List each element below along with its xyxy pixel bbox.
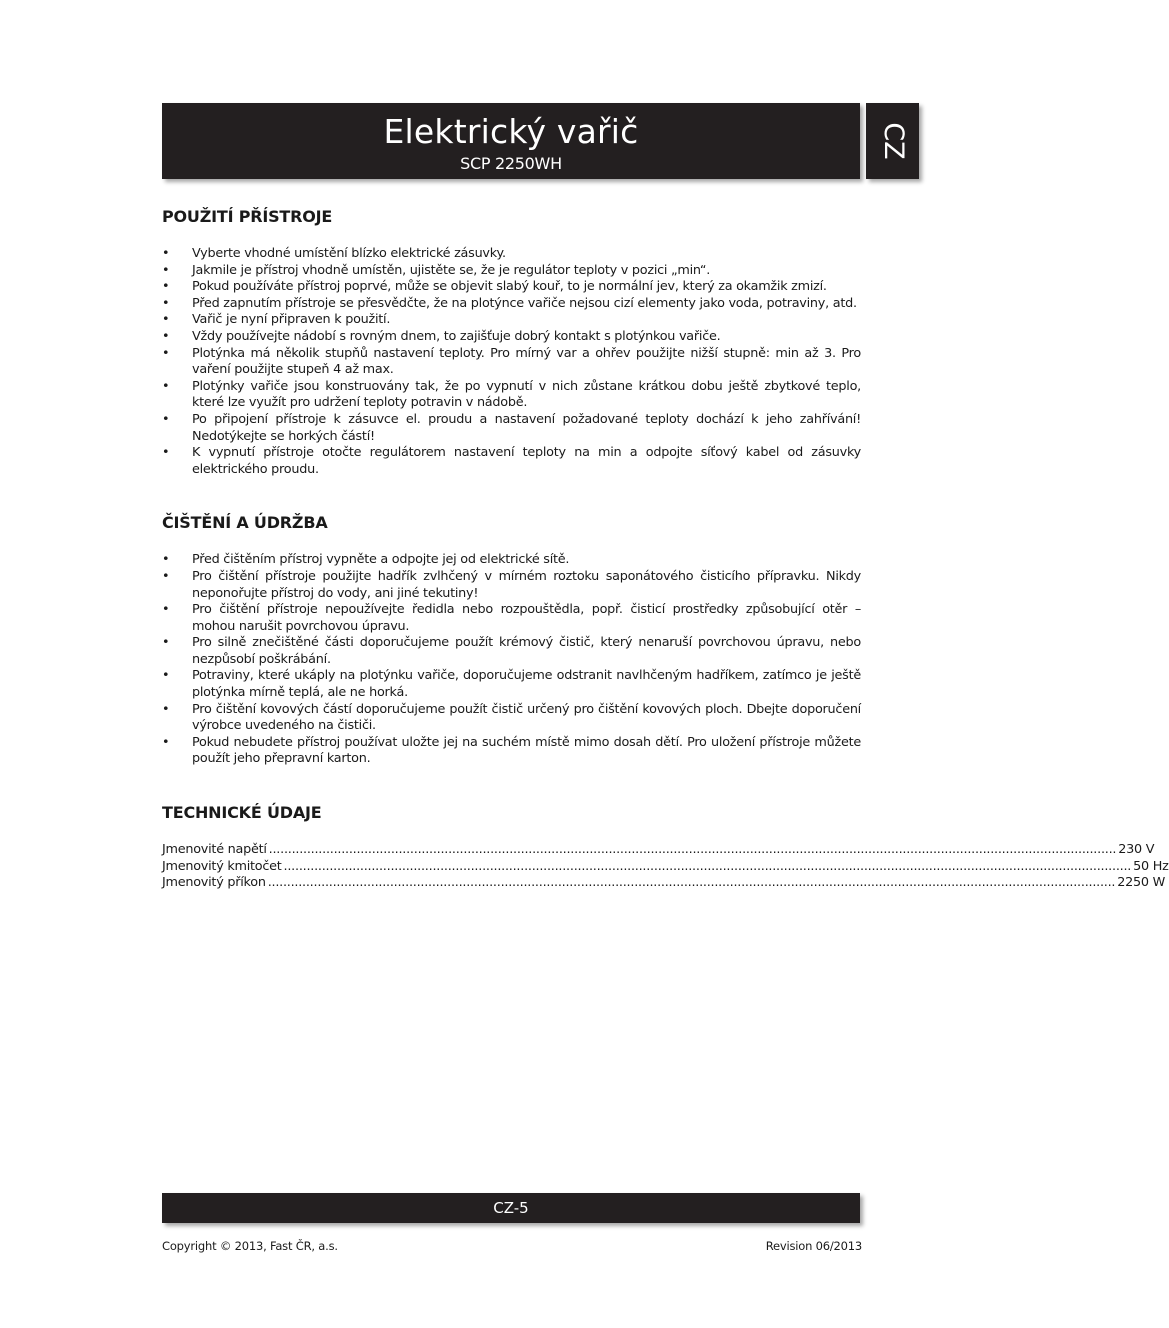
bullet-icon: • <box>162 668 170 684</box>
page-number-bar <box>162 1193 860 1223</box>
list-item <box>162 312 861 329</box>
bullet-icon: • <box>162 445 170 461</box>
list-item-text: Pokud nebudete přístroj používat uložte jej na suchém místě mimo dosah dětí. Pro uložení přístroje můžete použít jeho přepravní karton. <box>192 734 861 767</box>
cleaning-list <box>162 552 861 768</box>
list-item <box>162 635 861 668</box>
list-item-text: Vyberte vhodné umístění blízko elektrické zásuvky. <box>192 246 506 261</box>
list-item <box>162 602 861 635</box>
page-title: Elektrický vařič <box>383 112 639 151</box>
spec-row-power <box>162 875 1166 892</box>
main-content <box>162 206 1169 926</box>
bullet-icon: • <box>162 312 170 328</box>
list-item-text: K vypnutí přístroje otočte regulátorem nastavení teploty na min a odpojte síťový kabel od zásuvky elektrického proudu. <box>192 445 861 477</box>
spec-label: Jmenovitý příkon <box>162 875 266 891</box>
copyright-text: Copyright © 2013, Fast ČR, a.s. <box>162 1239 338 1253</box>
bullet-icon: • <box>162 246 170 261</box>
list-item-text: Plotýnka má několik stupňů nastavení teploty. Pro mírný var a ohřev použijte nižší stupně: min až 3. Pro vaření použijte stupeň 4 až max. <box>192 345 861 378</box>
list-item-text: Před zapnutím přístroje se přesvědčte, že na plotýnce vařiče nejsou cizí elementy jako voda, potraviny, atd. <box>192 295 857 311</box>
list-item <box>162 569 861 602</box>
model-number: SCP 2250WH <box>460 154 562 173</box>
bullet-icon: • <box>162 635 170 651</box>
spec-label: Jmenovité napětí <box>162 842 267 858</box>
cleaning-section <box>162 512 861 768</box>
bullet-icon: • <box>162 279 170 295</box>
usage-section-title: POUŽITÍ PŘÍSTROJE <box>162 207 333 226</box>
list-item <box>162 329 861 346</box>
list-item <box>162 246 861 263</box>
list-item-text: Vždy používejte nádobí s rovným dnem, to zajišťuje dobrý kontakt s plotýnkou vařiče. <box>192 328 721 344</box>
technical-section-title: TECHNICKÉ ÚDAJE <box>162 803 322 823</box>
bullet-icon: • <box>162 345 170 361</box>
list-item <box>162 552 861 569</box>
list-item <box>162 279 861 296</box>
list-item-text: Pro čištění přístroje nepoužívejte ředidla nebo rozpouštědla, popř. čisticí prostředky způsobující otěr – mohou narušit povrchovou úpravu. <box>192 602 861 634</box>
list-item-text: Po připojení přístroje k zásuvce el. proudu a nastavení požadované teploty dochází k jeho zahřívání! Nedotýkejte se horkých částí! <box>192 411 861 444</box>
list-item-text: Pro čištění přístroje použijte hadřík zvlhčený v mírném roztoku saponátového čisticího přípravku. Nikdy neponořujte přístroj do vody, ani jiné tekutiny! <box>192 568 861 601</box>
list-item <box>162 668 861 701</box>
list-item <box>162 346 861 379</box>
header-banner <box>162 103 860 179</box>
list-item-text: Vařič je nyní připraven k použití. <box>192 312 391 328</box>
page-number: CZ-5 <box>493 1199 529 1217</box>
bullet-icon: • <box>162 602 170 618</box>
bullet-icon: • <box>162 552 170 568</box>
spec-value: 230 V <box>1118 842 1155 858</box>
language-code: CZ <box>877 122 909 160</box>
language-tab <box>866 103 919 179</box>
list-item-text: Před čištěním přístroj vypněte a odpojte jej od elektrické sítě. <box>192 552 570 568</box>
bullet-icon: • <box>162 262 170 278</box>
spec-value: 2250 W <box>1117 875 1166 891</box>
list-item <box>162 702 861 735</box>
list-item-text: Pro čištění kovových částí doporučujeme použít čistič určený pro čištění kovových ploch. Dbejte doporučení výrobce uvedeného na čističi. <box>192 701 861 734</box>
list-item <box>162 296 861 313</box>
revision-text: Revision 06/2013 <box>765 1239 862 1253</box>
dot-leader: .............................................................................................................................................................................................................................. <box>283 858 1132 874</box>
list-item-text: Potraviny, které ukáply na plotýnku vařiče, doporučujeme odstranit navlhčeným hadříkem, zatímco je ještě plotýnka mírně teplá, ale ne horká. <box>192 668 861 701</box>
spec-value: 50 Hz <box>1133 858 1169 874</box>
usage-section <box>162 206 861 478</box>
list-item <box>162 735 861 768</box>
dot-leader: .............................................................................................................................................................................................................................. <box>267 875 1116 891</box>
bullet-icon: • <box>162 328 170 344</box>
bullet-icon: • <box>162 411 170 427</box>
technical-section <box>162 802 1169 892</box>
list-item-text: Pokud používáte přístroj poprvé, může se objevit slabý kouř, to je normální jev, který za okamžik zmizí. <box>192 279 827 295</box>
spec-row-frequency <box>162 858 1169 876</box>
bullet-icon: • <box>162 734 170 750</box>
bullet-icon: • <box>162 568 170 584</box>
spec-row-voltage <box>162 842 1155 859</box>
bullet-icon: • <box>162 378 170 394</box>
list-item-text: Jakmile je přístroj vhodně umístěn, ujistěte se, že je regulátor teploty v pozici „min“. <box>192 262 711 278</box>
bullet-icon: • <box>162 701 170 717</box>
list-item <box>162 379 861 412</box>
list-item <box>162 412 861 445</box>
list-item <box>162 445 861 478</box>
usage-list <box>162 246 861 478</box>
dot-leader: .............................................................................................................................................................................................................................. <box>268 842 1117 858</box>
bullet-icon: • <box>162 295 170 311</box>
list-item-text: Plotýnky vařiče jsou konstruovány tak, že po vypnutí v nich zůstane krátkou dobu ještě zbytkové teplo, které lze využít pro udržení teploty potravin v nádobě. <box>192 378 861 411</box>
list-item <box>162 263 861 280</box>
list-item-text: Pro silně znečištěné části doporučujeme použít krémový čistič, který nenaruší povrchovou úpravu, nebo nezpůsobí poškrábání. <box>192 635 861 667</box>
spec-label: Jmenovitý kmitočet <box>162 858 282 874</box>
cleaning-section-title: ČIŠTĚNÍ A ÚDRŽBA <box>162 513 328 533</box>
